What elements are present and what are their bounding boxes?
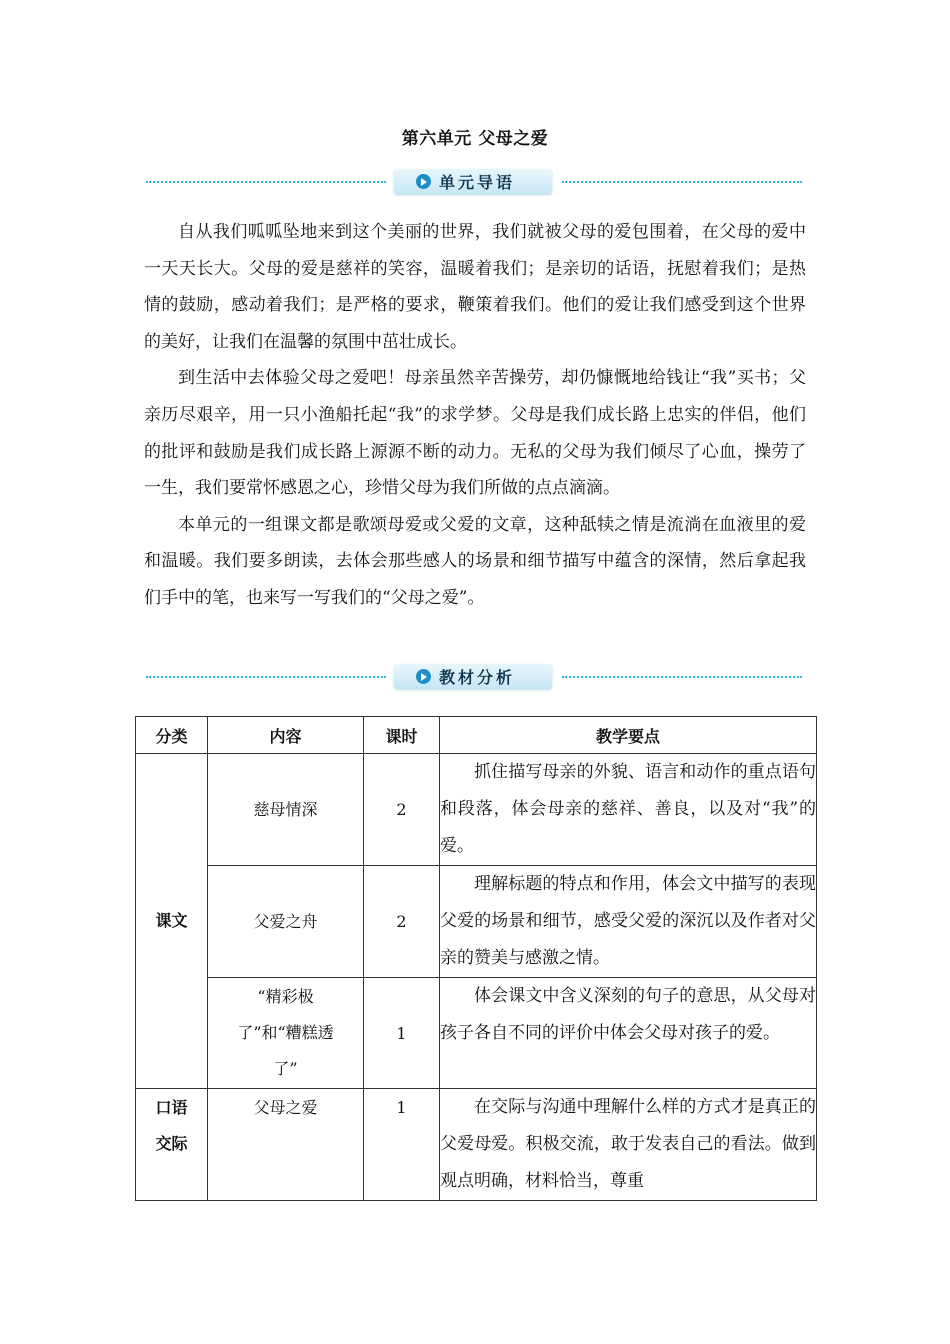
content-cell: 慈母情深 [208, 754, 364, 866]
play-arrow-icon [416, 174, 431, 189]
section-header-analysis [146, 664, 802, 690]
category-cell: 口语交际 [136, 1089, 208, 1201]
category-cell: 课文 [136, 754, 208, 1089]
key-points-text: 在交际与沟通中理解什么样的方式才是真正的父爱母爱。积极交流，敢于发表自己的看法。做到观点明确，材料恰当，尊重 [440, 1097, 816, 1191]
hours-cell: 2 [364, 754, 440, 866]
key-points-cell [440, 1089, 817, 1201]
key-points-text: 理解标题的特点和作用，体会文中描写的表现父爱的场景和细节，感受父爱的深沉以及作者对父亲的赞美与感激之情。 [440, 874, 816, 968]
table-header-row [136, 717, 817, 754]
play-arrow-icon [416, 669, 431, 684]
section-label-analysis: 教材分析 [439, 668, 516, 687]
hours-cell: 1 [364, 1089, 440, 1201]
key-points-cell [440, 754, 817, 866]
section-banner-guide [394, 169, 552, 194]
dotted-divider-right [562, 181, 802, 183]
hours-cell: 2 [364, 866, 440, 978]
table-row [136, 754, 817, 866]
header-key-points: 教学要点 [440, 717, 817, 754]
header-hours: 课时 [364, 717, 440, 754]
table-row [136, 1089, 817, 1201]
unit-intro [144, 214, 806, 617]
intro-paragraph: 到生活中去体验父母之爱吧！母亲虽然辛苦操劳，却仍慷慨地给钱让“我”买书；父亲历尽艰辛，用一只小渔船托起“我”的求学梦。父母是我们成长路上忠实的伴侣，他们的批评和鼓励是我们成长路上源源不断的动力。无私的父母为我们倾尽了心血，操劳了一生，我们要常怀感恩之心，珍惜父母为我们所做的点点滴滴。 [144, 368, 806, 499]
section-banner-analysis [394, 664, 552, 689]
intro-paragraph: 自从我们呱呱坠地来到这个美丽的世界，我们就被父母的爱包围着，在父母的爱中一天天长大。父母的爱是慈祥的笑容，温暖着我们；是亲切的话语，抚慰着我们；是热情的鼓励，感动着我们；是严格的要求，鞭策着我们。他们的爱让我们感受到这个世界的美好，让我们在温馨的氛围中茁壮成长。 [144, 222, 806, 352]
intro-paragraph: 本单元的一组课文都是歌颂母爱或父爱的文章，这种舐犊之情是流淌在血液里的爱和温暖。我们要多朗读，去体会那些感人的场景和细节描写中蕴含的深情，然后拿起我们手中的笔，也来写一写我们的“父母之爱”。 [144, 514, 806, 608]
content-cell: “精彩极了”和“糟糕透了” [208, 978, 364, 1089]
dotted-divider-left [146, 676, 386, 678]
page-title: 第六单元 父母之爱 [401, 129, 549, 149]
header-content: 内容 [208, 717, 364, 754]
dotted-divider-right [562, 676, 802, 678]
table-row [136, 866, 817, 978]
content-cell: 父母之爱 [208, 1089, 364, 1201]
section-header-guide [146, 169, 802, 195]
key-points-cell [440, 978, 817, 1089]
section-label-guide: 单元导语 [439, 173, 516, 192]
dotted-divider-left [146, 181, 386, 183]
content-cell: 父爱之舟 [208, 866, 364, 978]
table-row [136, 978, 817, 1089]
key-points-cell [440, 866, 817, 978]
hours-cell: 1 [364, 978, 440, 1089]
header-category: 分类 [136, 717, 208, 754]
key-points-text: 抓住描写母亲的外貌、语言和动作的重点语句和段落，体会母亲的慈祥、善良，以及对“我”的爱。 [440, 762, 816, 856]
analysis-table [135, 716, 817, 1201]
key-points-text: 体会课文中含义深刻的句子的意思，从父母对孩子各自不同的评价中体会父母对孩子的爱。 [440, 986, 816, 1043]
